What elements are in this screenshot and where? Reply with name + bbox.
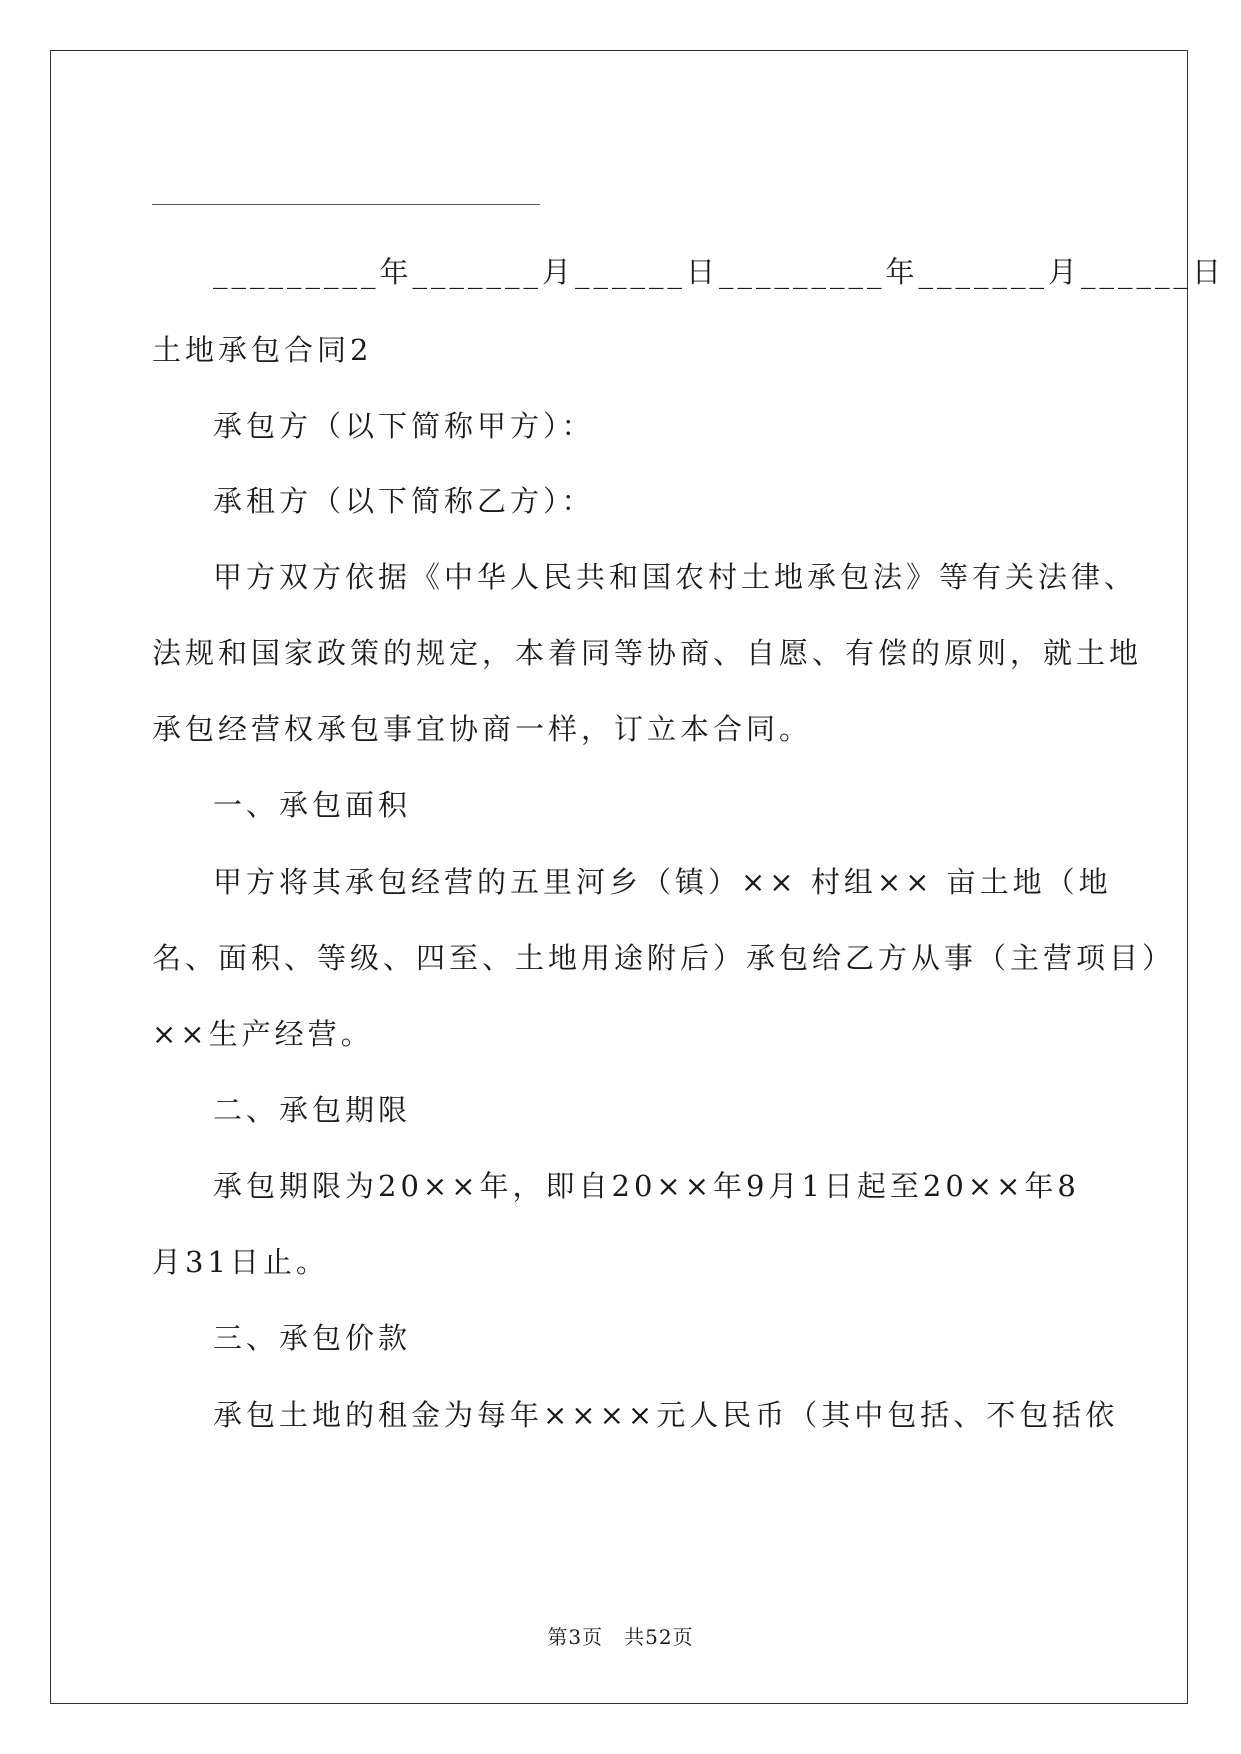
paragraph-line: 月31日止。 <box>152 1245 329 1279</box>
page-number: 第3页 共52页 <box>547 1625 694 1649</box>
paragraph-party-b: 承租方（以下简称乙方）： <box>213 484 595 518</box>
section-heading: 一、承包面积 <box>213 788 412 822</box>
section-heading: 三、承包价款 <box>213 1321 412 1355</box>
section-heading: 二、承包期限 <box>213 1093 412 1127</box>
paragraph-line: 甲方双方依据《中华人民共和国农村土地承包法》等有关法律、 <box>213 560 1138 594</box>
signature-underline <box>152 204 540 205</box>
date-line: _________年_______月______日_________年_______月______日 <box>213 255 1226 289</box>
paragraph-line: 名、面积、等级、四至、土地用途附后）承包给乙方从事（主营项目） <box>152 941 1176 975</box>
paragraph-line: 承包土地的租金为每年××××元人民币（其中包括、不包括依 <box>213 1398 1119 1432</box>
paragraph-line: 承包经营权承包事宜协商一样，订立本合同。 <box>152 712 813 746</box>
paragraph-line: 承包期限为20××年，即自20××年9月1日起至20××年8 <box>213 1169 1080 1203</box>
paragraph-party-a: 承包方（以下简称甲方）： <box>213 409 595 443</box>
paragraph-line: ××生产经营。 <box>152 1017 374 1051</box>
paragraph-line: 甲方将其承包经营的五里河乡（镇）×× 村组×× 亩土地（地 <box>213 865 1112 899</box>
paragraph-line: 法规和国家政策的规定，本着同等协商、自愿、有偿的原则，就土地 <box>152 636 1143 670</box>
contract-title: 土地承包合同2 <box>152 333 373 367</box>
